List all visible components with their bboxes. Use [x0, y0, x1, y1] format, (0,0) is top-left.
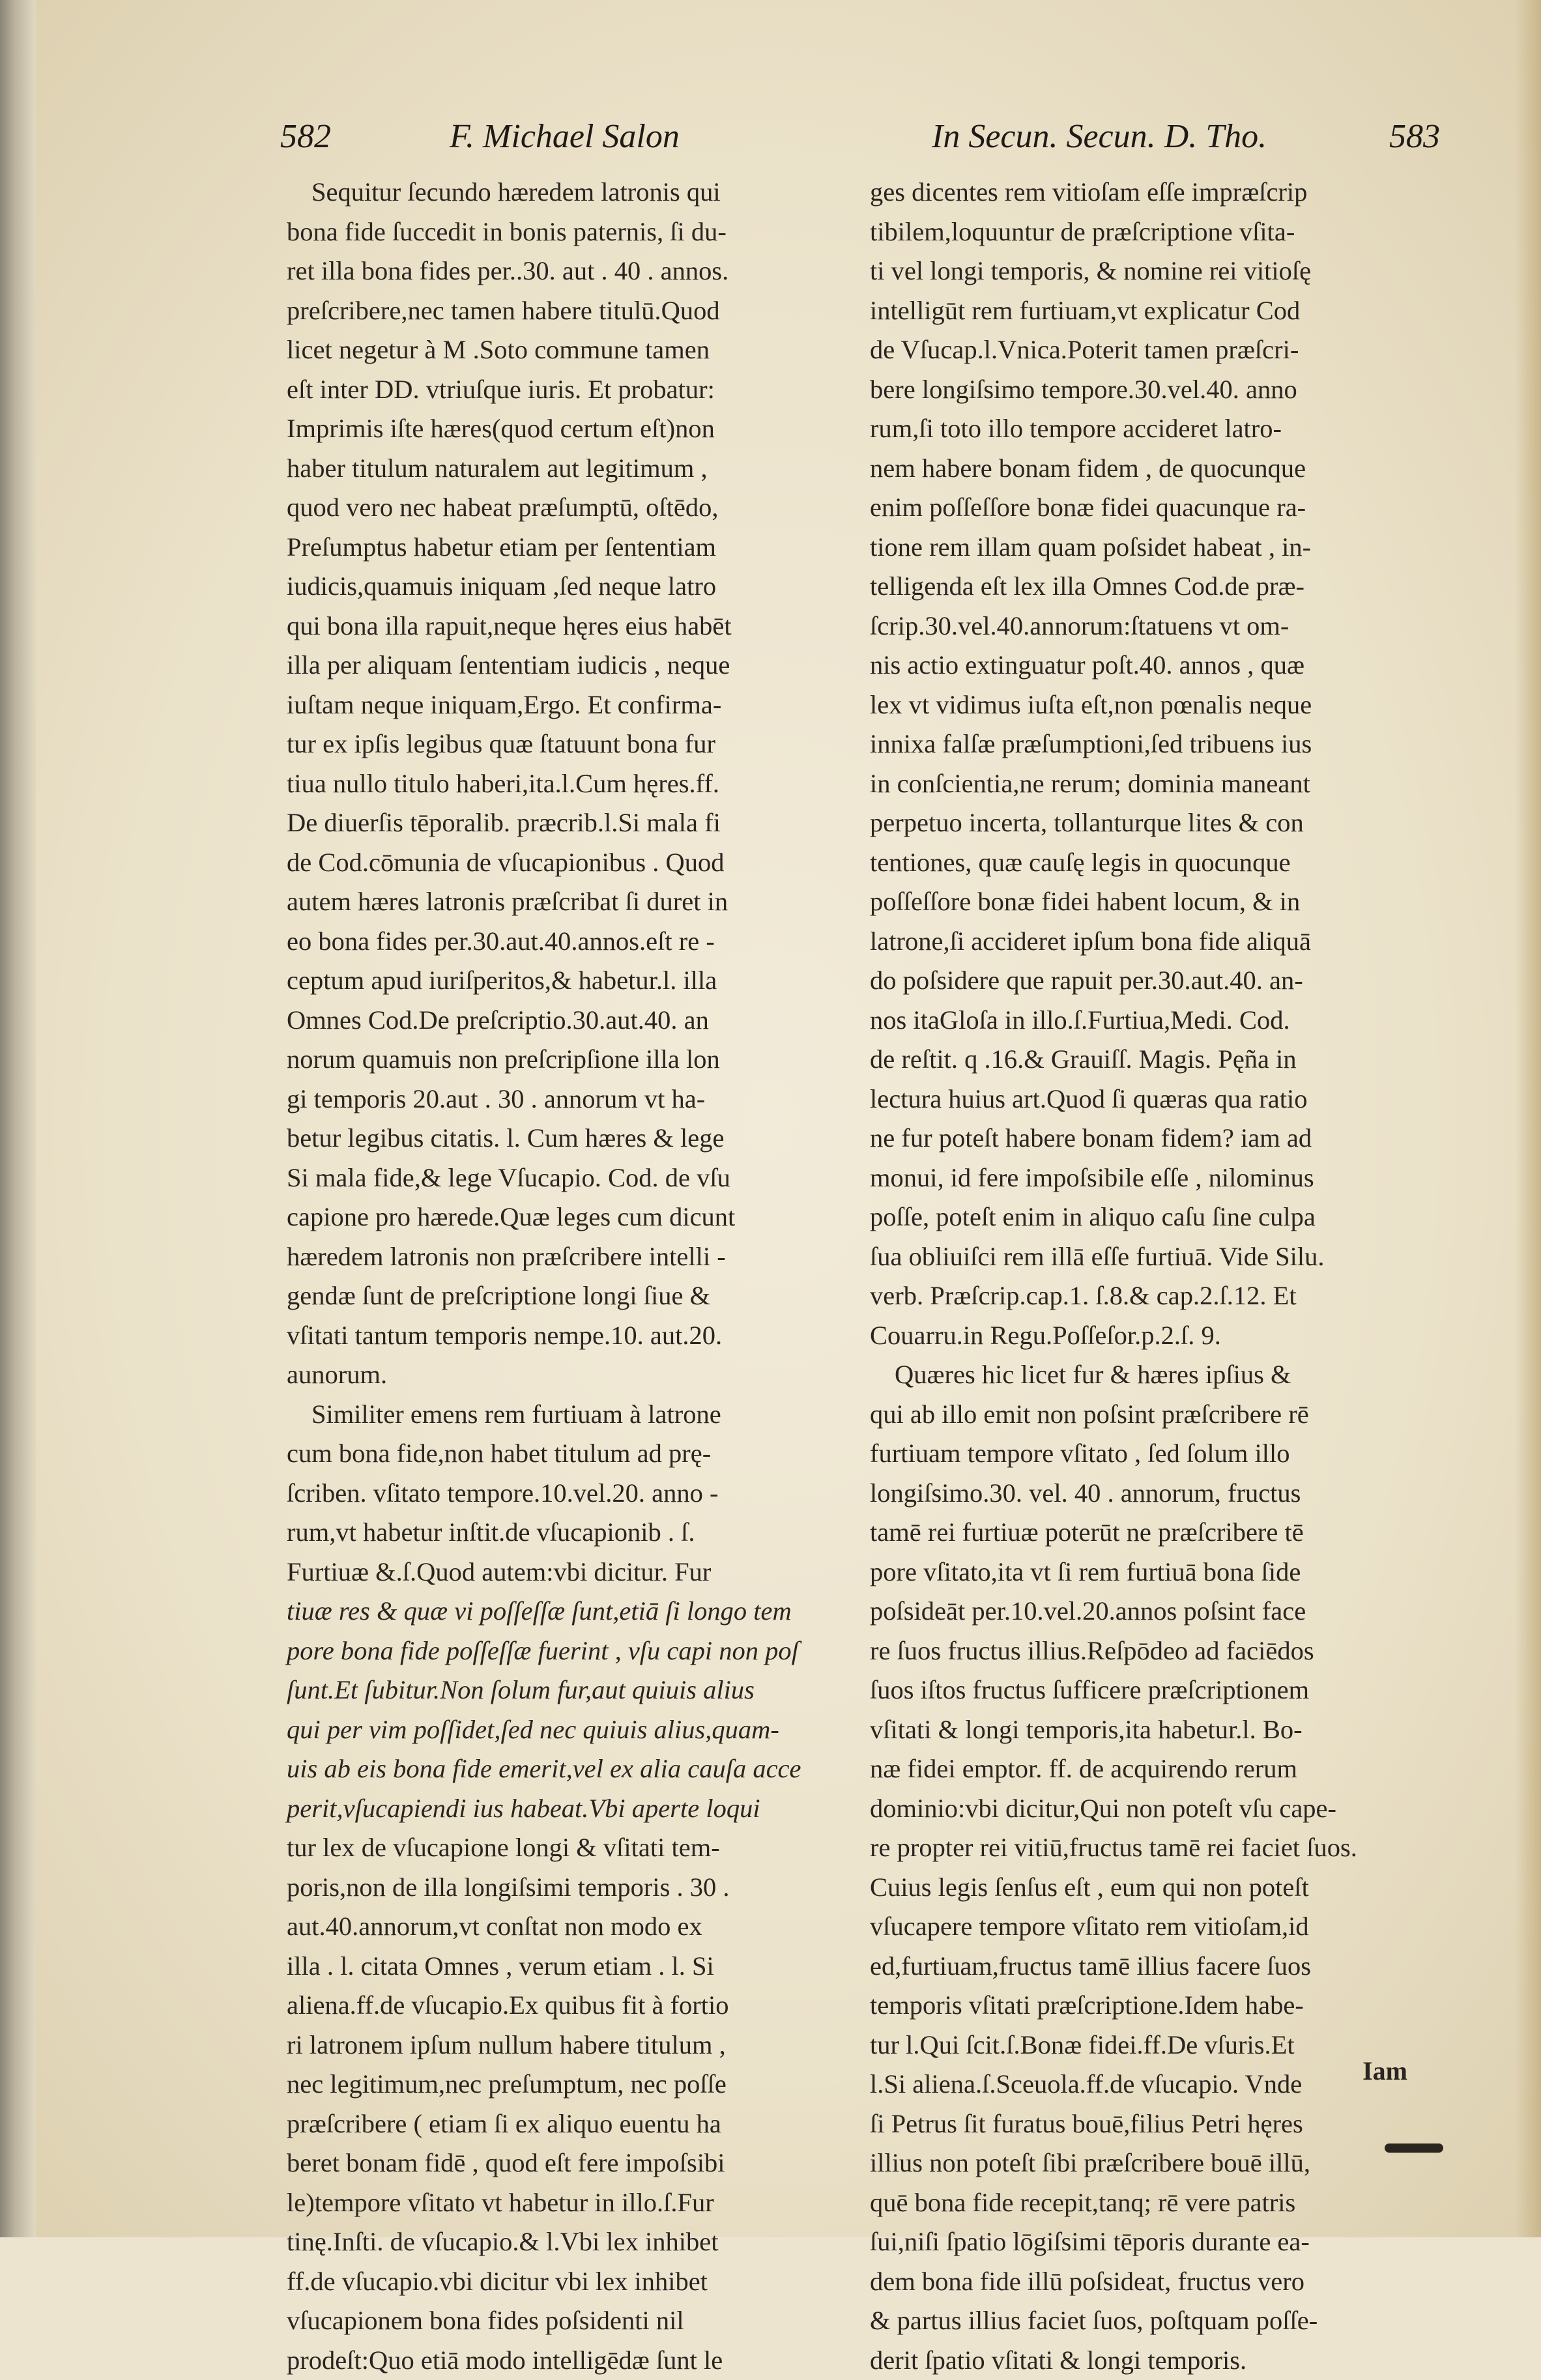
- text-line: dominio:vbi dicitur,Qui non poteſt vſu cape-: [870, 1789, 1430, 1829]
- text-line: de Vſucap.l.Vnica.Poterit tamen præſcri-: [870, 330, 1430, 370]
- text-line: verb. Præſcrip.cap.1. ſ.8.& cap.2.ſ.12. Et: [870, 1276, 1430, 1316]
- text-line: perit,vſucapiendi ius habeat.Vbi aperte loqui: [287, 1789, 847, 1829]
- text-line: vſucapere tempore vſitato rem vitioſam,id: [870, 1907, 1430, 1947]
- text-line: haber titulum naturalem aut legitimum ,: [287, 449, 847, 489]
- text-line: tione rem illam quam poſsidet habeat , in-: [870, 528, 1430, 567]
- page-edge: [1515, 0, 1541, 2237]
- text-line: tur lex de vſucapione longi & vſitati tem-: [287, 1828, 847, 1868]
- running-title-left: F. Michael Salon: [450, 117, 680, 156]
- text-line: lex vt vidimus iuſta eſt,non pœnalis neque: [870, 685, 1430, 725]
- text-line: hæredem latronis non præſcribere intelli -: [287, 1237, 847, 1277]
- text-line: bona fide ſuccedit in bonis paternis, ſi du-: [287, 212, 847, 252]
- text-line: de Cod.cōmunia de vſucapionibus . Quod: [287, 843, 847, 883]
- text-line: illius non poteſt ſibi præſcribere bouē illū,: [870, 2143, 1430, 2183]
- text-line: le)tempore vſitato vt habetur in illo.ſ.Fur: [287, 2183, 847, 2223]
- text-line: ſi Petrus ſit furatus bouē,filius Petri hęres: [870, 2104, 1430, 2144]
- text-line: uis ab eis bona fide emerit,vel ex alia cauſa acce: [287, 1749, 847, 1789]
- text-line: præſcribere ( etiam ſi ex aliquo euentu ha: [287, 2104, 847, 2144]
- text-line: Omnes Cod.De preſcriptio.30.aut.40. an: [287, 1001, 847, 1040]
- text-line: aliena.ff.de vſucapio.Ex quibus fit à fortio: [287, 1986, 847, 2026]
- text-line: tiuæ res & quæ vi poſſeſſæ ſunt,etiā ſi longo tem: [287, 1592, 847, 1631]
- text-line: qui bona illa rapuit,neque hęres eius habēt: [287, 607, 847, 646]
- text-line: Imprimis iſte hæres(quod certum eſt)non: [287, 409, 847, 449]
- text-line: Si mala fide,& lege Vſucapio. Cod. de vſu: [287, 1158, 847, 1198]
- text-line: tiua nullo titulo haberi,ita.l.Cum hęres.ff.: [287, 764, 847, 804]
- ink-smudge: [1385, 2143, 1443, 2153]
- text-line: aut.40.annorum,vt conſtat non modo ex: [287, 1907, 847, 1947]
- text-line: ſcriben. vſitato tempore.10.vel.20. anno -: [287, 1474, 847, 1513]
- text-line: eo bona fides per.30.aut.40.annos.eſt re -: [287, 922, 847, 962]
- text-line: ſunt.Et ſubitur.Non ſolum fur,aut quiuis alius: [287, 1670, 847, 1710]
- text-line: iuſtam neque iniquam,Ergo. Et confirma-: [287, 685, 847, 725]
- text-line: intelligūt rem furtiuam,vt explicatur Cod: [870, 291, 1430, 331]
- text-line: dem bona fide illū poſsideat, fructus vero: [870, 2262, 1430, 2302]
- text-line: ges dicentes rem vitioſam eſſe impræſcrip: [870, 173, 1430, 212]
- text-line: Cuius legis ſenſus eſt , eum qui non poteſt: [870, 1868, 1430, 1908]
- catchword: Iam: [1362, 2056, 1407, 2086]
- text-line: bere longiſsimo tempore.30.vel.40. anno: [870, 370, 1430, 410]
- text-line: ſui,niſi ſpatio lōgiſsimi tēporis durante ea-: [870, 2222, 1430, 2262]
- text-line: tentiones, quæ cauſę legis in quocunque: [870, 843, 1430, 883]
- text-line: re ſuos fructus illius.Reſpōdeo ad faciēdos: [870, 1631, 1430, 1671]
- text-line: eſt inter DD. vtriuſque iuris. Et probatur:: [287, 370, 847, 410]
- text-line: de reſtit. q .16.& Grauiſſ. Magis. Pęña in: [870, 1040, 1430, 1080]
- text-line: norum quamuis non preſcripſione illa lon: [287, 1040, 847, 1080]
- text-line: telligenda eſt lex illa Omnes Cod.de præ-: [870, 567, 1430, 607]
- text-line: ed,furtiuam,fructus tamē illius facere ſuos: [870, 1947, 1430, 1986]
- page-number-left: 582: [280, 117, 331, 156]
- text-line: ret illa bona fides per..30. aut . 40 . annos.: [287, 251, 847, 291]
- text-line: lectura huius art.Quod ſi quæras qua ratio: [870, 1080, 1430, 1119]
- page-number-right: 583: [1389, 117, 1440, 156]
- text-line: do poſsidere que rapuit per.30.aut.40. an-: [870, 961, 1430, 1001]
- text-line: cum bona fide,non habet titulum ad prę-: [287, 1434, 847, 1474]
- text-line: derit ſpatio vſitati & longi temporis.: [870, 2341, 1430, 2380]
- text-line: pore bona fide poſſeſſæ fuerint , vſu capi non poſ: [287, 1631, 847, 1671]
- text-line: qui per vim poſſidet,ſed nec quiuis alius,quam-: [287, 1710, 847, 1750]
- text-line: in conſcientia,ne rerum; dominia maneant: [870, 764, 1430, 804]
- text-line: nis actio extinguatur poſt.40. annos , quæ: [870, 646, 1430, 685]
- running-title-right: In Secun. Secun. D. Tho.: [932, 117, 1267, 156]
- text-line: poſſe, poteſt enim in aliquo caſu ſine culpa: [870, 1197, 1430, 1237]
- text-line: tur l.Qui ſcit.ſ.Bonæ fidei.ff.De vſuris.Et: [870, 2026, 1430, 2065]
- text-line: quē bona fide recepit,tanq; rē vere patris: [870, 2183, 1430, 2223]
- text-line: quod vero nec habeat præſumptū, oſtēdo,: [287, 488, 847, 528]
- book-gutter: [0, 0, 36, 2237]
- text-line: nec legitimum,nec preſumptum, nec poſſe: [287, 2065, 847, 2104]
- text-line: ſuos iſtos fructus ſufficere præſcriptionem: [870, 1670, 1430, 1710]
- text-line: rum,ſi toto illo tempore accideret latro-: [870, 409, 1430, 449]
- text-line: licet negetur à M .Soto commune tamen: [287, 330, 847, 370]
- text-line: gendæ ſunt de preſcriptione longi ſiue &: [287, 1276, 847, 1316]
- text-line: ceptum apud iuriſperitos,& habetur.l. illa: [287, 961, 847, 1001]
- text-line: enim poſſeſſore bonæ fidei quacunque ra-: [870, 488, 1430, 528]
- text-line: & partus illius faciet ſuos, poſtquam poſſe-: [870, 2301, 1430, 2341]
- text-line: gi temporis 20.aut . 30 . annorum vt ha-: [287, 1080, 847, 1119]
- text-line: tinę.Inſti. de vſucapio.& l.Vbi lex inhibet: [287, 2222, 847, 2262]
- text-line: vſitati tantum temporis nempe.10. aut.20.: [287, 1316, 847, 1356]
- text-column-left: [287, 173, 847, 2062]
- text-line: tur ex ipſis legibus quæ ſtatuunt bona fur: [287, 724, 847, 764]
- text-line: innixa falſæ præſumptioni,ſed tribuens ius: [870, 724, 1430, 764]
- text-line: næ fidei emptor. ff. de acquirendo rerum: [870, 1749, 1430, 1789]
- text-line: tamē rei furtiuæ poterūt ne præſcribere tē: [870, 1513, 1430, 1553]
- text-line: pore vſitato,ita vt ſi rem furtiuā bona ſide: [870, 1553, 1430, 1592]
- text-line: Similiter emens rem furtiuam à latrone: [287, 1395, 847, 1435]
- text-line: longiſsimo.30. vel. 40 . annorum, fructus: [870, 1474, 1430, 1513]
- text-line: Couarru.in Regu.Poſſeſor.p.2.ſ. 9.: [870, 1316, 1430, 1356]
- text-line: De diuerſis tēporalib. præcrib.l.Si mala fi: [287, 803, 847, 843]
- text-line: vſitati & longi temporis,ita habetur.l. Bo-: [870, 1710, 1430, 1750]
- text-line: ne fur poteſt habere bonam fidem? iam ad: [870, 1119, 1430, 1158]
- text-line: capione pro hærede.Quæ leges cum dicunt: [287, 1197, 847, 1237]
- text-line: perpetuo incerta, tollanturque lites & con: [870, 803, 1430, 843]
- text-line: temporis vſitati præſcriptione.Idem habe-: [870, 1986, 1430, 2026]
- text-line: ri latronem ipſum nullum habere titulum ,: [287, 2026, 847, 2065]
- running-header: [280, 117, 1440, 163]
- text-line: betur legibus citatis. l. Cum hæres & lege: [287, 1119, 847, 1158]
- text-line: Quæres hic licet fur & hæres ipſius &: [870, 1355, 1430, 1395]
- text-line: nem habere bonam fidem , de quocunque: [870, 449, 1430, 489]
- text-line: Furtiuæ &.ſ.Quod autem:vbi dicitur. Fur: [287, 1553, 847, 1592]
- text-line: illa . l. citata Omnes , verum etiam . l. Si: [287, 1947, 847, 1986]
- text-line: Sequitur ſecundo hæredem latronis qui: [287, 173, 847, 212]
- text-line: re propter rei vitiū,fructus tamē rei faciet ſuos.: [870, 1828, 1430, 1868]
- text-line: ſua obliuiſci rem illā eſſe furtiuā. Vide Silu.: [870, 1237, 1430, 1277]
- text-line: latrone,ſi accideret ipſum bona fide aliquā: [870, 922, 1430, 962]
- text-line: monui, id fere impoſsibile eſſe , nilominus: [870, 1158, 1430, 1198]
- text-line: Preſumptus habetur etiam per ſententiam: [287, 528, 847, 567]
- text-line: tibilem,loquuntur de præſcriptione vſita-: [870, 212, 1430, 252]
- text-line: ff.de vſucapio.vbi dicitur vbi lex inhibet: [287, 2262, 847, 2302]
- text-line: beret bonam fidē , quod eſt fere impoſsibi: [287, 2143, 847, 2183]
- text-line: poſsideāt per.10.vel.20.annos poſsint face: [870, 1592, 1430, 1631]
- text-line: aunorum.: [287, 1355, 847, 1395]
- text-line: furtiuam tempore vſitato , ſed ſolum illo: [870, 1434, 1430, 1474]
- text-line: prodeſt:Quo etiā modo intelligēdæ ſunt le: [287, 2341, 847, 2380]
- text-line: nos itaGloſa in illo.ſ.Furtiua,Medi. Cod.: [870, 1001, 1430, 1040]
- text-line: l.Si aliena.ſ.Sceuola.ff.de vſucapio. Vnde: [870, 2065, 1430, 2104]
- text-line: autem hæres latronis præſcribat ſi duret in: [287, 882, 847, 922]
- text-line: rum,vt habetur inſtit.de vſucapionib . ſ.: [287, 1513, 847, 1553]
- text-line: vſucapionem bona fides poſsidenti nil: [287, 2301, 847, 2341]
- text-line: iudicis,quamuis iniquam ,ſed neque latro: [287, 567, 847, 607]
- text-column-right: [870, 173, 1430, 2062]
- text-line: poris,non de illa longiſsimi temporis . 30 .: [287, 1868, 847, 1908]
- text-line: preſcribere,nec tamen habere titulū.Quod: [287, 291, 847, 331]
- text-line: ti vel longi temporis, & nomine rei vitioſę: [870, 251, 1430, 291]
- text-line: illa per aliquam ſententiam iudicis , neque: [287, 646, 847, 685]
- text-line: qui ab illo emit non poſsint præſcribere rē: [870, 1395, 1430, 1435]
- text-line: ſcrip.30.vel.40.annorum:ſtatuens vt om-: [870, 607, 1430, 646]
- text-line: poſſeſſore bonæ fidei habent locum, & in: [870, 882, 1430, 922]
